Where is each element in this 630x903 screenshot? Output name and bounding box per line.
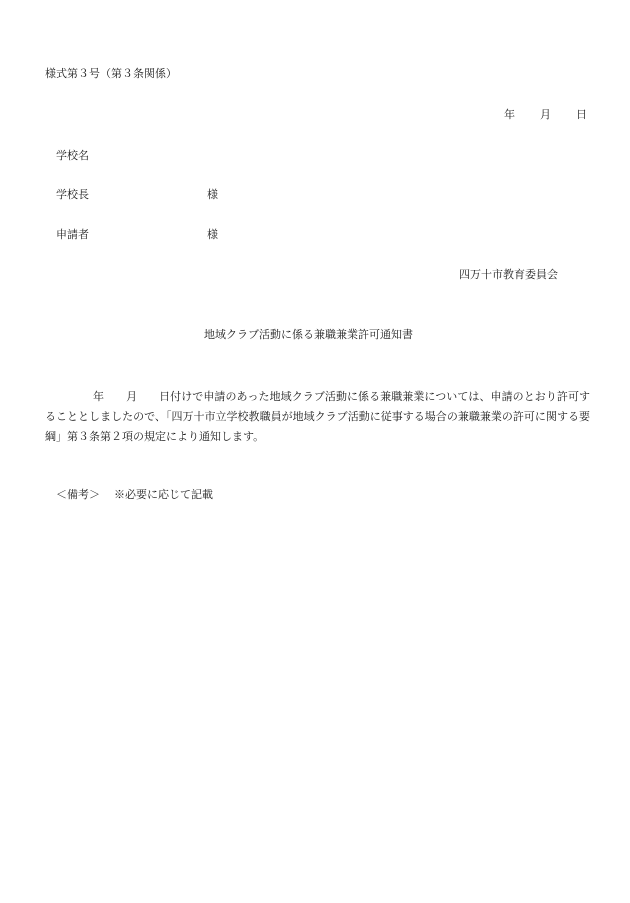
document-title: 地域クラブ活動に係る兼職兼業許可通知書 <box>204 328 413 341</box>
applicant-label: 申請者 <box>56 228 89 241</box>
issuer-name: 四万十市教育委員会 <box>459 268 558 281</box>
notification-body <box>45 387 590 447</box>
applicant-honorific: 様 <box>207 228 218 241</box>
date-year-label: 年 <box>504 108 515 121</box>
school-name-label: 学校名 <box>56 149 89 162</box>
principal-label: 学校長 <box>56 188 89 201</box>
body-year-label: 年 <box>93 390 105 403</box>
form-number: 様式第３号（第３条関係） <box>45 67 177 80</box>
remarks-note: ※必要に応じて記載 <box>114 488 213 501</box>
remarks-label: ＜備考＞ <box>56 488 100 501</box>
body-month-label: 月 <box>126 390 138 403</box>
body-text: 日付けで申請のあった地域クラブ活動に係る兼職兼業については、申請のとおり許可することとしましたので、「四万十市立学校教職員が地域クラブ活動に従事する場合の兼職兼業の許可に関する要綱」第３条第２項の規定により通知します。 <box>45 390 591 443</box>
date-day-label: 日 <box>576 108 587 121</box>
principal-honorific: 様 <box>207 188 218 201</box>
date-month-label: 月 <box>540 108 551 121</box>
